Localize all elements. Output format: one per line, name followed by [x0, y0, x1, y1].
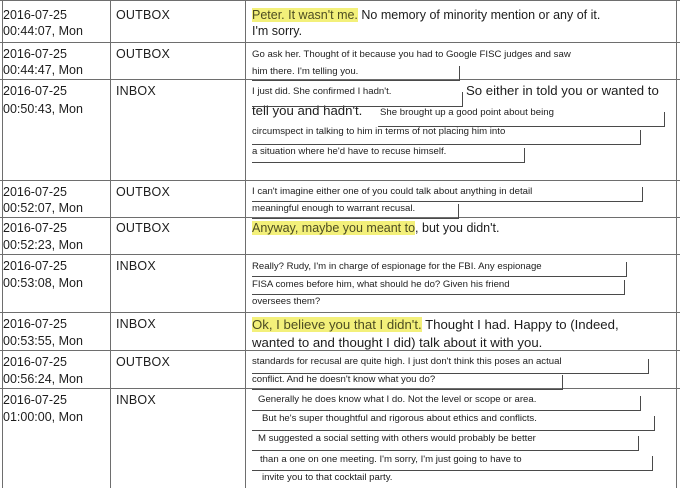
direction-label: OUTBOX	[116, 221, 170, 235]
message-text: circumspect in talking to him in terms of not placing him into	[252, 126, 506, 137]
message-text: FISA comes before him, what should he do? Given his friend	[252, 279, 510, 290]
timestamp-date: 2016-07-25	[3, 393, 67, 407]
highlighted-text: Ok, I believe you that I didn't.	[252, 317, 422, 332]
message-text: I can't imagine either one of you could talk about anything in detail	[252, 186, 533, 197]
timestamp-time: 00:53:55, Mon	[3, 334, 83, 348]
message-text: tell you and hadn't.	[252, 103, 363, 118]
message-text: M suggested a social setting with others would probably be better	[258, 433, 536, 444]
redaction-box-edge	[252, 187, 643, 202]
message-text: a situation where he'd have to recuse himself.	[252, 146, 447, 157]
redaction-box-edge	[252, 375, 563, 390]
direction-label: INBOX	[116, 84, 156, 98]
timestamp-time: 00:53:08, Mon	[3, 276, 83, 290]
message-text: oversees them?	[252, 296, 321, 307]
redaction-box-edge	[378, 112, 665, 127]
message-text: No memory of minority mention or any of it.	[357, 8, 601, 22]
message-text: than a one on one meeting. I'm sorry, I'm just going to have to	[260, 454, 522, 465]
redaction-box-edge	[252, 204, 459, 219]
row-divider	[0, 0, 680, 1]
message-text: him there. I'm telling you.	[252, 66, 359, 77]
message-text: , but you didn't.	[415, 221, 500, 235]
direction-label: INBOX	[116, 393, 156, 407]
redaction-box-edge	[252, 416, 655, 431]
message-line	[252, 23, 302, 40]
timestamp-time: 00:44:47, Mon	[3, 63, 83, 77]
message-text: I just did. She confirmed I hadn't.	[252, 86, 392, 97]
message-line	[252, 220, 499, 237]
row-divider	[0, 180, 680, 181]
message-text: But he's super thoughtful and rigorous about ethics and conflicts.	[262, 413, 537, 424]
redaction-box-edge	[252, 280, 625, 295]
message-text: Really? Rudy, I'm in charge of espionage for the FBI. Any espionage	[252, 261, 542, 272]
redaction-box-edge	[252, 436, 639, 451]
timestamp-date: 2016-07-25	[3, 185, 67, 199]
redaction-box-edge	[252, 92, 463, 107]
timestamp-date: 2016-07-25	[3, 317, 67, 331]
column-divider	[676, 0, 677, 488]
timestamp-time: 00:50:43, Mon	[3, 102, 83, 116]
message-text: standards for recusal are quite high. I just don't think this poses an actual	[252, 356, 562, 367]
timestamp-date: 2016-07-25	[3, 47, 67, 61]
direction-label: OUTBOX	[116, 47, 170, 61]
redaction-box-edge	[252, 262, 627, 277]
redaction-box-edge	[252, 66, 460, 81]
message-text: conflict. And he doesn't know what you do?	[252, 374, 436, 385]
message-text: Generally he does know what I do. Not the level or scope or area.	[258, 394, 537, 405]
timestamp-date: 2016-07-25	[3, 355, 67, 369]
direction-label: OUTBOX	[116, 185, 170, 199]
redaction-box-edge	[252, 396, 641, 411]
row-divider	[0, 312, 680, 313]
message-line	[252, 7, 600, 24]
highlighted-text: Anyway, maybe you meant to	[252, 221, 416, 235]
row-divider	[0, 254, 680, 255]
direction-label: OUTBOX	[116, 8, 170, 22]
column-divider	[245, 0, 246, 488]
message-line	[252, 334, 542, 351]
message-line	[466, 82, 659, 99]
timestamp-date: 2016-07-25	[3, 8, 67, 22]
row-divider	[0, 42, 680, 43]
message-text: Go ask her. Thought of it because you had to Google FISC judges and saw	[252, 49, 571, 60]
redaction-box-edge	[252, 456, 653, 471]
direction-label: INBOX	[116, 259, 156, 273]
message-text: wanted to and thought I did) talk about it with you.	[252, 335, 543, 350]
timestamp-date: 2016-07-25	[3, 84, 67, 98]
message-text: She brought up a good point about being	[380, 107, 554, 118]
redaction-box-edge	[252, 148, 525, 163]
message-text: I'm sorry.	[252, 24, 303, 38]
timestamp-time: 00:52:07, Mon	[3, 201, 83, 215]
highlighted-text: Peter. It wasn't me.	[252, 8, 358, 22]
timestamp-date: 2016-07-25	[3, 259, 67, 273]
message-line	[262, 469, 392, 486]
redaction-box-edge	[252, 359, 649, 374]
message-text: meaningful enough to warrant recusal.	[252, 203, 416, 214]
message-line	[252, 316, 619, 333]
redaction-box-edge	[252, 130, 641, 145]
column-divider	[110, 0, 111, 488]
message-text: So either in told you or wanted to	[466, 83, 659, 98]
direction-label: OUTBOX	[116, 355, 170, 369]
message-text: Thought I had. Happy to (Indeed,	[421, 317, 619, 332]
direction-label: INBOX	[116, 317, 156, 331]
timestamp-time: 00:44:07, Mon	[3, 24, 83, 38]
timestamp-time: 00:56:24, Mon	[3, 372, 83, 386]
message-line	[252, 46, 571, 63]
timestamp-time: 00:52:23, Mon	[3, 238, 83, 252]
timestamp-date: 2016-07-25	[3, 221, 67, 235]
message-line	[252, 293, 320, 310]
message-text: invite you to that cocktail party.	[262, 472, 393, 483]
timestamp-time: 01:00:00, Mon	[3, 410, 83, 424]
